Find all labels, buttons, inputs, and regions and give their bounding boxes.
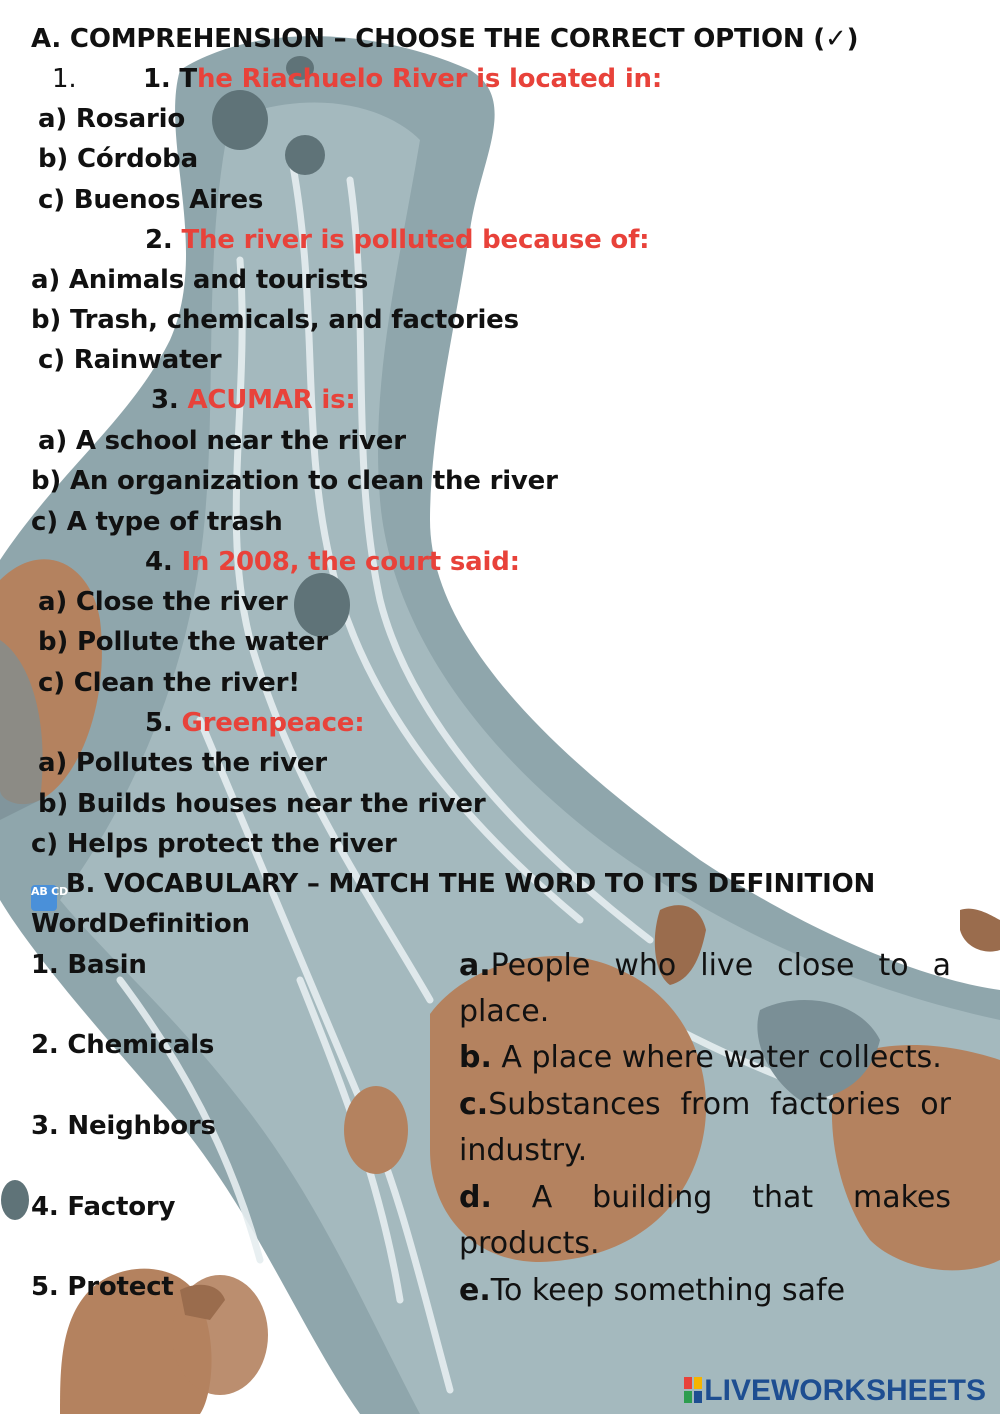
word-neighbors[interactable]: 3. Neighbors: [31, 1111, 216, 1141]
section-a-title: A. COMPREHENSION – CHOOSE THE CORRECT OPTION (✓): [31, 24, 859, 54]
liveworksheets-logo[interactable]: [684, 1374, 986, 1408]
question-4-option-b[interactable]: b) Pollute the water: [38, 627, 328, 657]
abcd-icon: AB CD: [31, 885, 57, 911]
question-number: 4.: [145, 547, 173, 577]
question-prompt: The river is polluted because of:: [181, 225, 650, 255]
question-1-option-a[interactable]: a) Rosario: [38, 104, 185, 134]
definition-text: People who live close to a place.: [459, 948, 951, 1029]
question-number: 2.: [145, 225, 173, 255]
question-2: [145, 223, 649, 257]
question-number: 5.: [145, 708, 173, 738]
definition-letter: a.: [459, 948, 491, 983]
definition-a[interactable]: [459, 943, 951, 1035]
question-4-option-a[interactable]: a) Close the river: [38, 587, 288, 617]
definition-text: Substances from factories or industry.: [459, 1087, 951, 1168]
question-2-option-b[interactable]: b) Trash, chemicals, and factories: [31, 305, 519, 335]
definition-e[interactable]: [459, 1268, 951, 1314]
question-number: 1. T: [143, 64, 197, 94]
question-1-option-c[interactable]: c) Buenos Aires: [38, 185, 264, 215]
question-prompt: Greenpeace:: [181, 708, 365, 738]
question-4: [145, 545, 520, 579]
list-marker: 1.: [52, 64, 77, 94]
question-4-option-c[interactable]: c) Clean the river!: [38, 668, 300, 698]
word-basin[interactable]: 1. Basin: [31, 950, 147, 980]
question-1-list-marker: [52, 62, 76, 96]
question-5-option-a[interactable]: a) Pollutes the river: [38, 748, 327, 778]
word-chemicals[interactable]: 2. Chemicals: [31, 1030, 215, 1060]
question-5-option-c[interactable]: c) Helps protect the river: [31, 829, 397, 859]
question-1-option-b[interactable]: b) Córdoba: [38, 144, 198, 174]
definition-letter: b.: [459, 1040, 492, 1075]
question-3-option-b[interactable]: b) An organization to clean the river: [31, 466, 558, 496]
question-prompt: ACUMAR is:: [187, 385, 356, 415]
definition-b[interactable]: [459, 1035, 951, 1081]
question-5-option-b[interactable]: b) Builds houses near the river: [38, 789, 486, 819]
question-2-option-a[interactable]: a) Animals and tourists: [31, 265, 369, 295]
definition-text: To keep something safe: [490, 1273, 846, 1308]
question-3: [151, 383, 356, 417]
definition-d[interactable]: [459, 1175, 951, 1267]
word-protect[interactable]: 5. Protect: [31, 1272, 174, 1302]
definition-letter: d.: [459, 1180, 492, 1215]
question-number: 3.: [151, 385, 179, 415]
definition-c[interactable]: [459, 1082, 951, 1174]
question-2-option-c[interactable]: c) Rainwater: [38, 345, 222, 375]
question-prompt: he Riachuelo River is located in:: [196, 64, 663, 94]
question-prompt: In 2008, the court said:: [181, 547, 520, 577]
question-3-option-c[interactable]: c) A type of trash: [31, 507, 283, 537]
table-header: WordDefinition: [31, 909, 250, 939]
definition-letter: c.: [459, 1087, 489, 1122]
definition-letter: e.: [459, 1273, 491, 1308]
question-3-option-a[interactable]: a) A school near the river: [38, 426, 406, 456]
brand-name: LIVEWORKSHEETS: [704, 1374, 986, 1407]
word-factory[interactable]: 4. Factory: [31, 1192, 176, 1222]
section-b-title: [31, 867, 875, 911]
definition-text: A place where water collects.: [491, 1040, 942, 1075]
question-1: [143, 62, 662, 96]
question-5: [145, 706, 364, 740]
liveworksheets-mark-icon: [684, 1377, 702, 1403]
section-b-title-text: B. VOCABULARY – MATCH THE WORD TO ITS DEFINITION: [65, 869, 876, 899]
definition-text: A building that makes products.: [459, 1180, 951, 1261]
